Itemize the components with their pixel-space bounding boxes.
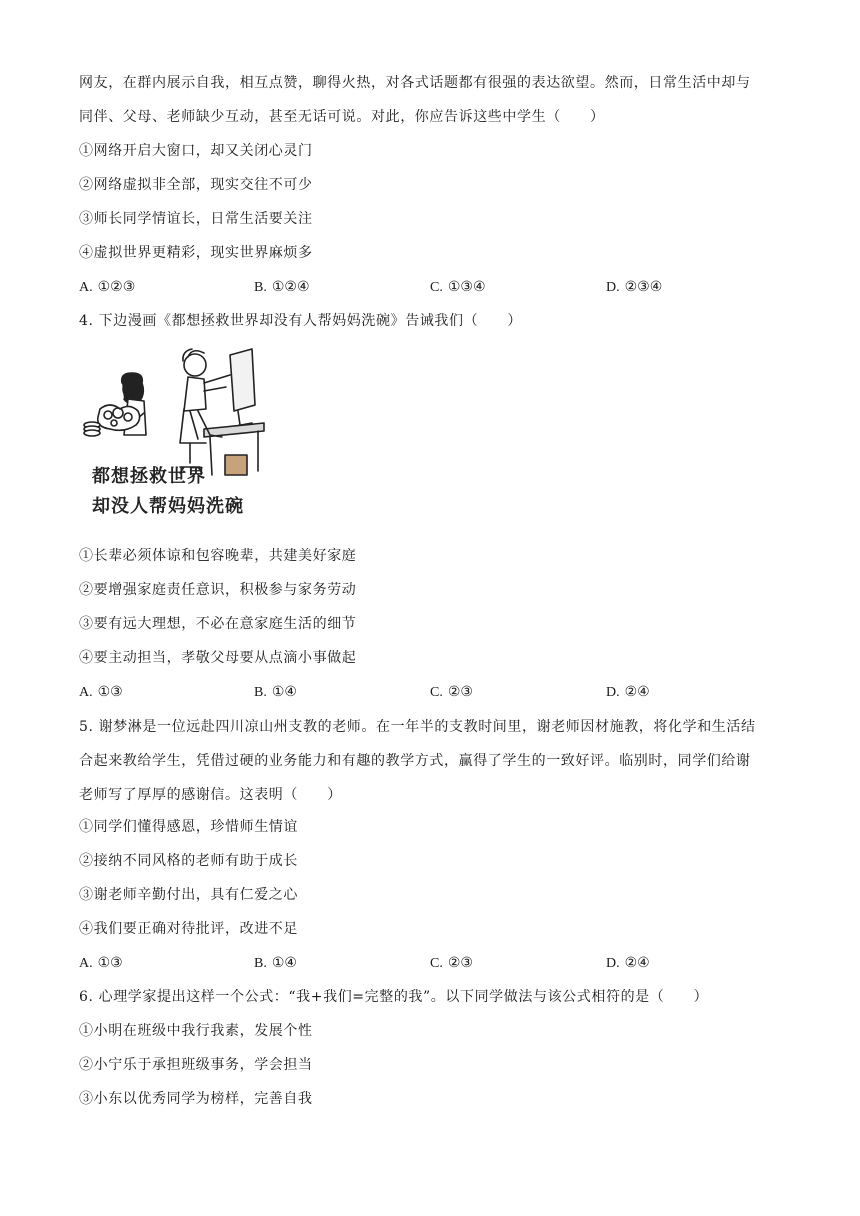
q4-option-a: A. ①③: [79, 684, 123, 700]
q4-option-b: B. ①④: [254, 684, 297, 700]
q5-stem-line-2: 合起来教给学生，凭借过硬的业务能力和有趣的教学方式，赢得了学生的一致好评。临别时，同学们给谢: [79, 753, 751, 769]
cartoon-caption-line-1: 都想拯救世界: [92, 466, 206, 487]
q3-statement-4: ④虚拟世界更精彩，现实世界麻烦多: [79, 245, 313, 261]
q5-stem-line-1: 5. 谢梦淋是一位远赴四川凉山州支教的老师。在一年半的支教时间里，谢老师因材施教，将化学和生活结: [79, 719, 756, 735]
cartoon-caption-line-2: 却没人帮妈妈洗碗: [92, 496, 244, 517]
q4-option-c: C. ②③: [430, 684, 473, 700]
q6-statement-3: ③小东以优秀同学为榜样，完善自我: [79, 1091, 313, 1107]
q3-statement-2: ②网络虚拟非全部，现实交往不可少: [79, 177, 313, 193]
q5-option-b: B. ①④: [254, 955, 297, 971]
q4-option-d: D. ②④: [606, 684, 650, 700]
q3-statement-1: ①网络开启大窗口，却又关闭心灵门: [79, 143, 313, 159]
q3-statement-3: ③师长同学情谊长，日常生活要关注: [79, 211, 313, 227]
q5-option-d: D. ②④: [606, 955, 650, 971]
q5-statement-3: ③谢老师辛勤付出，具有仁爱之心: [79, 887, 298, 903]
q4-statement-3: ③要有远大理想，不必在意家庭生活的细节: [79, 616, 357, 632]
q6-stem: 6. 心理学家提出这样一个公式：“我+我们=完整的我”。以下同学做法与该公式相符的是（ ）: [79, 989, 709, 1005]
q6-statement-2: ②小宁乐于承担班级事务，学会担当: [79, 1057, 313, 1073]
q4-stem: 4. 下边漫画《都想拯救世界却没有人帮妈妈洗碗》告诫我们（ ）: [79, 313, 523, 329]
q3-option-c: C. ①③④: [430, 279, 486, 295]
q4-statement-1: ①长辈必须体谅和包容晚辈，共建美好家庭: [79, 548, 357, 564]
q5-option-c: C. ②③: [430, 955, 473, 971]
q5-option-a: A. ①③: [79, 955, 123, 971]
q6-statement-1: ①小明在班级中我行我素，发展个性: [79, 1023, 313, 1039]
q4-statement-2: ②要增强家庭责任意识，积极参与家务劳动: [79, 582, 357, 598]
q4-statement-4: ④要主动担当，孝敬父母要从点滴小事做起: [79, 650, 357, 666]
q3-stem-line-2: 同伴、父母、老师缺少互动，甚至无话可说。对此，你应告诉这些中学生（ ）: [79, 109, 605, 125]
q3-option-a: A. ①②③: [79, 279, 136, 295]
q3-option-d: D. ②③④: [606, 279, 663, 295]
q5-stem-line-3: 老师写了厚厚的感谢信。这表明（ ）: [79, 787, 342, 803]
q3-stem-line-1: 网友，在群内展示自我，相互点赞，聊得火热，对各式话题都有很强的表达欲望。然而，日常生活中却与: [79, 75, 751, 91]
q5-statement-1: ①同学们懂得感恩，珍惜师生情谊: [79, 819, 298, 835]
q5-statement-4: ④我们要正确对待批评，改进不足: [79, 921, 298, 937]
q5-statement-2: ②接纳不同风格的老师有助于成长: [79, 853, 298, 869]
q3-option-b: B. ①②④: [254, 279, 310, 295]
